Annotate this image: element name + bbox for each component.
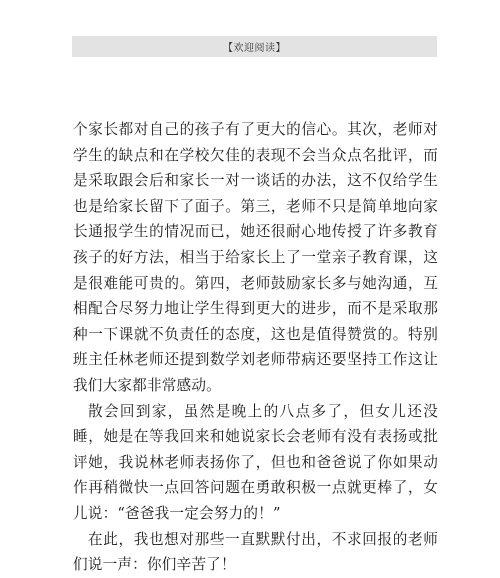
article-paragraph-3: 在此，我也想对那些一直默默付出，不求回报的老师们说一声：你们辛苦了！	[73, 530, 438, 574]
article-paragraph-1: 个家长都对自己的孩子有了更大的信心。其次，老师对学生的缺点和在学校欠佳的表现不会当众点名批评，而是采取跟会后和家长一对一谈话的办法，这不仅给学生也是给家长留下了面子。第三，老师不只是简单地向家长通报学生的情况而已，她还很耐心地传授了许多教育孩子的好方法，相当于给家长上了一堂亲子教育课，这是很难能可贵的。第四，老师鼓励家长多与她沟通，互相配合尽努力地让学生得到更大的进步，而不是采取那种一下课就不负责任的态度，这也是值得赞赏的。特别班主任林老师还提到数学刘老师带病还要坚持工作这让我们大家都非常感动。	[73, 121, 438, 394]
welcome-reading-banner	[72, 36, 437, 57]
banner-label: 【欢迎阅读】	[223, 43, 286, 54]
article-paragraph-2: 散会回到家，虽然是晚上的八点多了，但女儿还没睡，她是在等我回来和她说家长会老师有没有表扬或批评她，我说林老师表扬你了，但也和爸爸说了你如果动作再稍微快一点回答问题在勇敢积极一点就更棒了，女儿说：“爸爸我一定会努力的！”	[73, 402, 438, 522]
article-body	[73, 117, 438, 578]
